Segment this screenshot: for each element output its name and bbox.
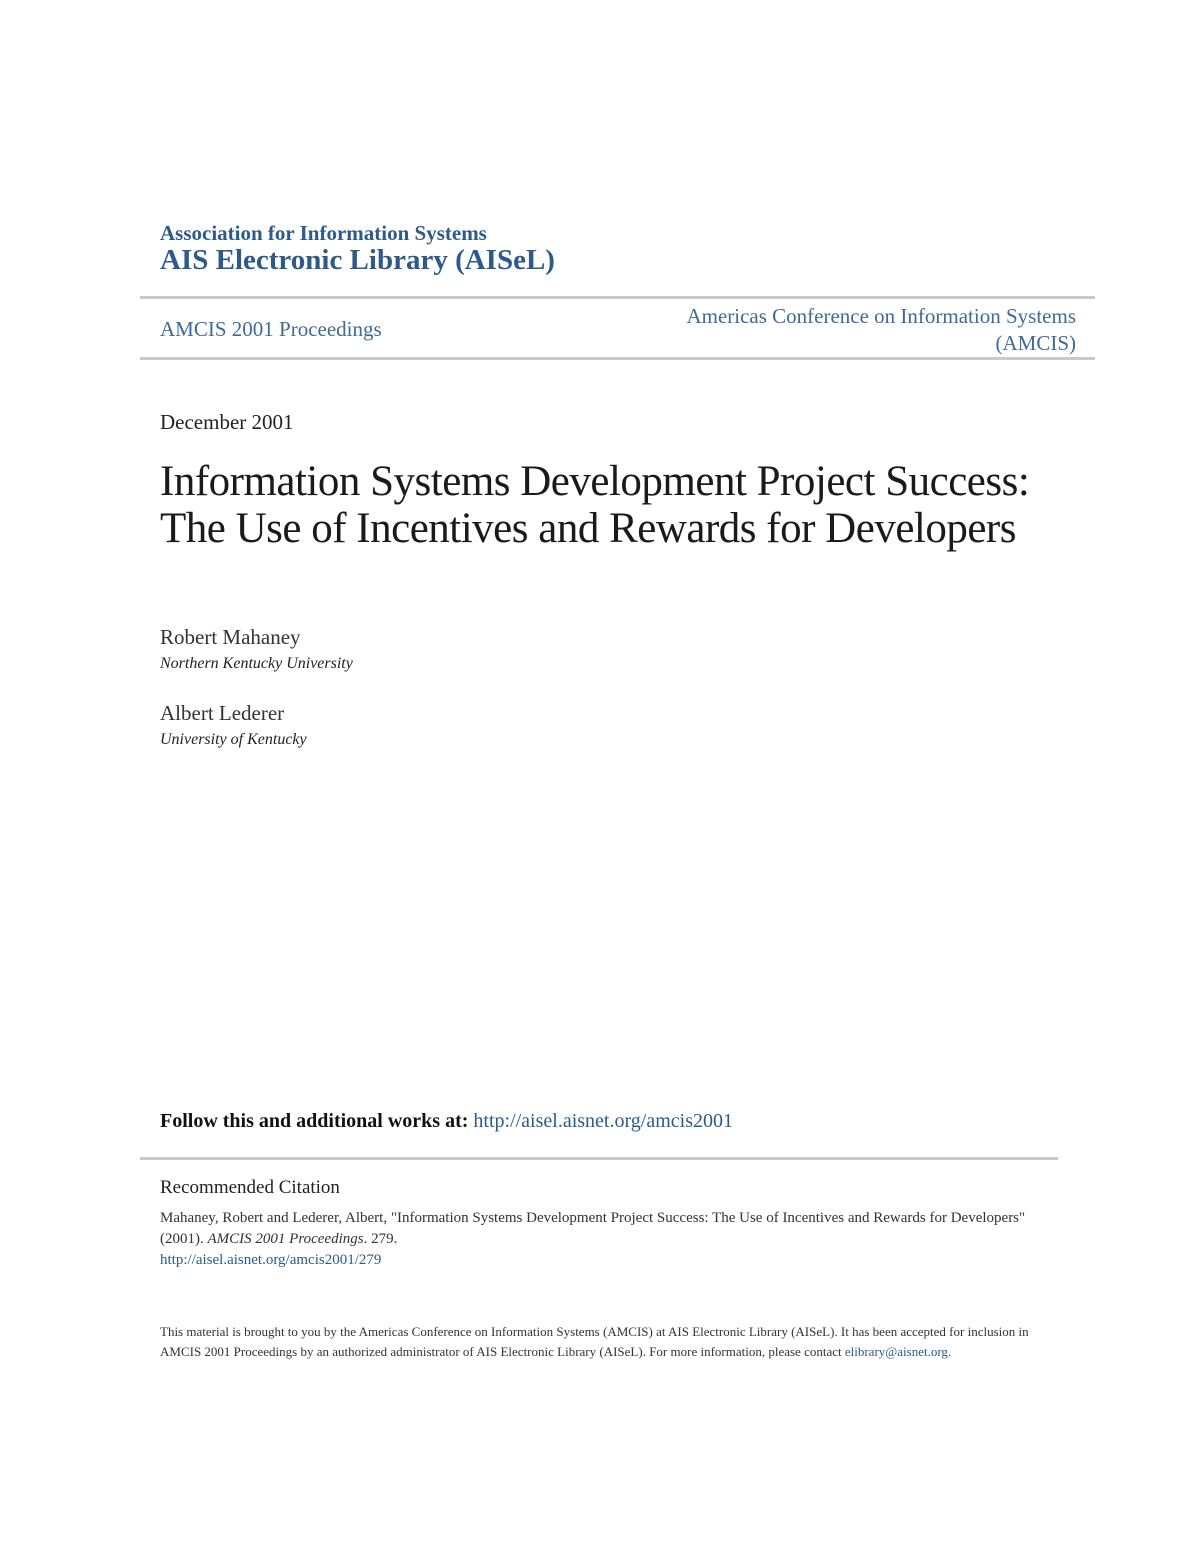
citation-block: [160, 1208, 1030, 1271]
footer-notice: [160, 1322, 1050, 1362]
author-name: Albert Lederer: [160, 701, 285, 725]
follow-line: [160, 1110, 733, 1133]
proceedings-link[interactable]: AMCIS 2001 Proceedings: [160, 317, 382, 341]
header-rule-bottom: [140, 357, 1095, 360]
author-name: Robert Mahaney: [160, 625, 301, 649]
author-affiliation: University of Kentucky: [160, 731, 307, 748]
citation-number: . 279.: [363, 1231, 398, 1247]
citation-conference: AMCIS 2001 Proceedings: [207, 1231, 364, 1247]
header-rule-top: [140, 296, 1095, 299]
collection-link[interactable]: http://aisel.aisnet.org/amcis2001: [473, 1110, 733, 1132]
conference-link[interactable]: Americas Conference on Information Systems (AMCIS): [686, 304, 1076, 355]
publication-date: December 2001: [160, 410, 294, 434]
citation-heading: Recommended Citation: [160, 1177, 340, 1198]
citation-link[interactable]: http://aisel.aisnet.org/amcis2001/279: [160, 1252, 382, 1268]
author-affiliation: Northern Kentucky University: [160, 655, 353, 672]
organization-name: Association for Information Systems: [160, 221, 487, 245]
citation-text: Mahaney, Robert and Lederer, Albert, "Information Systems Development Project Success: The Use of Incentives and Rewards for Developers" (2001).: [160, 1210, 1026, 1247]
follow-label: Follow this and additional works at:: [160, 1110, 469, 1132]
library-name[interactable]: AIS Electronic Library (AISeL): [160, 244, 555, 276]
footer-text: This material is brought to you by the Americas Conference on Information Systems (AMCIS) at AIS Electronic Library (AISeL). It has been accepted for inclusion in AMCIS 2001 Proceedings by an authorized administrator of AIS Electronic Library (AISeL). For more information, please contact: [160, 1324, 1029, 1359]
citation-rule: [140, 1157, 1058, 1160]
contact-email-link[interactable]: elibrary@aisnet.org.: [844, 1344, 952, 1359]
paper-title: Information Systems Development Project Success: The Use of Incentives and Rewards for Developers: [160, 458, 1030, 552]
